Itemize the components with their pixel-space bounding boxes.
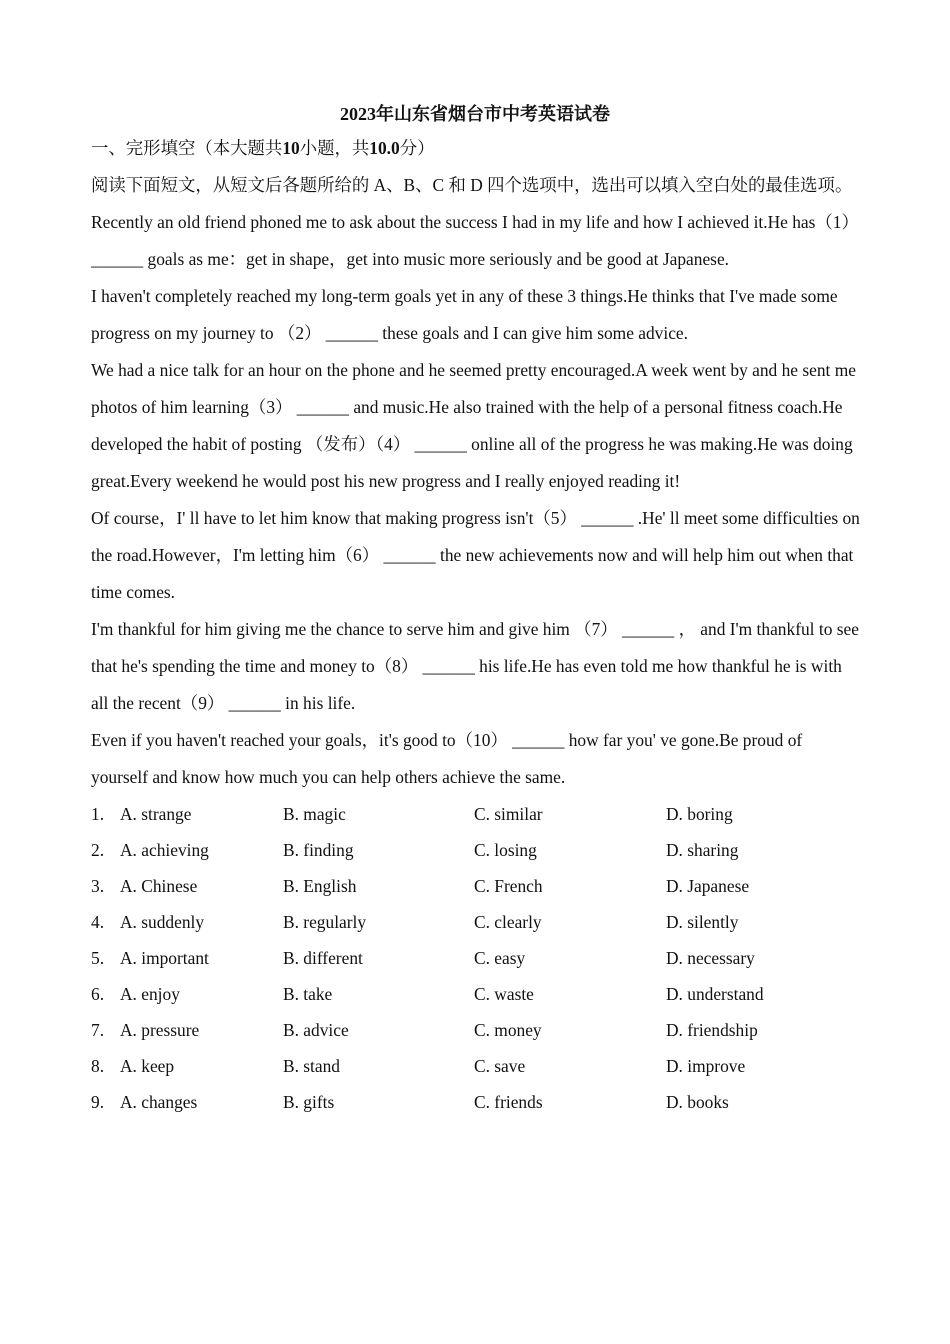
question-row — [91, 832, 861, 868]
passage-paragraph-2 — [91, 278, 861, 352]
option-b[interactable]: B. gifts — [283, 1092, 335, 1112]
option-c[interactable]: C. save — [474, 1056, 526, 1076]
option-d[interactable]: D. books — [666, 1092, 729, 1112]
question-number: 4. — [91, 912, 105, 932]
question-number: 2. — [91, 840, 105, 860]
passage-paragraph-1 — [91, 204, 861, 278]
question-row — [91, 796, 861, 832]
section-score: 10.0 — [369, 138, 400, 158]
question-number: 7. — [91, 1020, 105, 1040]
option-b[interactable]: B. different — [283, 948, 363, 968]
option-c[interactable]: C. similar — [474, 804, 543, 824]
option-d[interactable]: D. Japanese — [666, 876, 750, 896]
option-a[interactable]: A. enjoy — [120, 984, 180, 1004]
passage-text: Of course，I' ll have to let him know that making progress isn't（5） — [91, 508, 577, 528]
section-suffix: 分） — [399, 138, 435, 158]
option-d[interactable]: D. sharing — [666, 840, 739, 860]
option-c[interactable]: C. clearly — [474, 912, 542, 932]
question-number: 9. — [91, 1092, 105, 1112]
section-prefix: 一、完形填空（本大题共 — [91, 138, 283, 158]
blank-6: ______ — [383, 545, 436, 565]
passage-paragraph-3 — [91, 352, 861, 500]
page-title: 2023年山东省烟台市中考英语试卷 — [340, 104, 610, 124]
question-row — [91, 868, 861, 904]
section-heading — [91, 130, 861, 167]
blank-5: ______ — [581, 508, 634, 528]
option-b[interactable]: B. stand — [283, 1056, 341, 1076]
passage-text: the new achievements now and will help him out when that time comes. — [91, 545, 854, 602]
blank-7: ______ — [622, 619, 675, 639]
option-c[interactable]: C. easy — [474, 948, 526, 968]
question-number: 8. — [91, 1056, 105, 1076]
passage-text: goals as me：get in shape，get into music more seriously and be good at Japanese. — [147, 249, 730, 269]
question-row — [91, 1084, 861, 1120]
blank-3: ______ — [296, 397, 349, 417]
blank-1: ______ — [91, 249, 144, 269]
option-a[interactable]: A. changes — [120, 1092, 198, 1112]
question-row — [91, 904, 861, 940]
question-row — [91, 1048, 861, 1084]
option-b[interactable]: B. magic — [283, 804, 346, 824]
option-c[interactable]: C. French — [474, 876, 543, 896]
question-list — [91, 796, 861, 1120]
option-c[interactable]: C. money — [474, 1020, 542, 1040]
passage-text: Recently an old friend phoned me to ask about the success I had in my life and how I achieved it.He has（1） — [91, 212, 859, 232]
option-d[interactable]: D. boring — [666, 804, 733, 824]
option-d[interactable]: D. necessary — [666, 948, 755, 968]
blank-4: ______ — [414, 434, 467, 454]
passage-paragraph-6 — [91, 722, 861, 796]
passage-text: his life.He has even told me how thankful he is with all the recent（9） — [91, 656, 842, 713]
passage-text: We had a nice talk for an hour on the phone and he seemed pretty encouraged.A week went by and he sent me photos of him learning（3） — [91, 360, 856, 417]
passage-text: online all of the progress he was making.He was doing great.Every weekend he would post his new progress and I really enjoyed reading it! — [91, 434, 853, 491]
option-b[interactable]: B. take — [283, 984, 333, 1004]
passage-paragraph-4 — [91, 500, 861, 611]
question-number: 5. — [91, 948, 105, 968]
option-a[interactable]: A. strange — [120, 804, 192, 824]
question-row — [91, 1012, 861, 1048]
blank-10: ______ — [512, 730, 565, 750]
blank-9: ______ — [228, 693, 281, 713]
option-a[interactable]: A. Chinese — [120, 876, 198, 896]
option-c[interactable]: C. friends — [474, 1092, 543, 1112]
blank-2: ______ — [325, 323, 378, 343]
option-d[interactable]: D. silently — [666, 912, 739, 932]
question-row — [91, 976, 861, 1012]
passage-text: and music.He also trained with the help of a personal fitness coach.He developed the habit of posting （发布）（4） — [91, 397, 843, 454]
passage-text: I'm thankful for him giving me the chance to serve him and give him （7） — [91, 619, 618, 639]
option-b[interactable]: B. English — [283, 876, 357, 896]
question-count: 10 — [282, 138, 300, 158]
question-number: 3. — [91, 876, 105, 896]
option-a[interactable]: A. keep — [120, 1056, 175, 1076]
option-a[interactable]: A. pressure — [120, 1020, 200, 1040]
option-a[interactable]: A. achieving — [120, 840, 209, 860]
option-c[interactable]: C. losing — [474, 840, 537, 860]
option-d[interactable]: D. friendship — [666, 1020, 758, 1040]
question-number: 1. — [91, 804, 105, 824]
option-a[interactable]: A. important — [120, 948, 209, 968]
instruction: 阅读下面短文，从短文后各题所给的 A、B、C 和 D 四个选项中，选出可以填入空白处的最佳选项。 — [91, 175, 853, 195]
passage-text: I haven't completely reached my long-term goals yet in any of these 3 things.He thinks that I've made some progress on my journey to （2） — [91, 286, 838, 343]
passage-text: how far you' ve gone.Be proud of yourself and know how much you can help others achieve the same. — [91, 730, 803, 787]
option-b[interactable]: B. finding — [283, 840, 354, 860]
section-mid: 小题，共 — [299, 138, 370, 158]
question-row — [91, 940, 861, 976]
option-d[interactable]: D. improve — [666, 1056, 746, 1076]
question-number: 6. — [91, 984, 105, 1004]
passage-text: .He' ll meet some difficulties on the road.However，I'm letting him（6） — [91, 508, 860, 565]
option-b[interactable]: B. regularly — [283, 912, 367, 932]
passage-text: in his life. — [285, 693, 356, 713]
option-c[interactable]: C. waste — [474, 984, 534, 1004]
option-d[interactable]: D. understand — [666, 984, 764, 1004]
option-b[interactable]: B. advice — [283, 1020, 349, 1040]
passage-text: ， and I'm thankful to see that he's spending the time and money to（8） — [91, 619, 859, 676]
passage-text: these goals and I can give him some advice. — [382, 323, 688, 343]
option-a[interactable]: A. suddenly — [120, 912, 205, 932]
blank-8: ______ — [422, 656, 475, 676]
passage-paragraph-5 — [91, 611, 861, 722]
passage-text: Even if you haven't reached your goals，it's good to（10） — [91, 730, 508, 750]
exam-body — [91, 130, 861, 1120]
